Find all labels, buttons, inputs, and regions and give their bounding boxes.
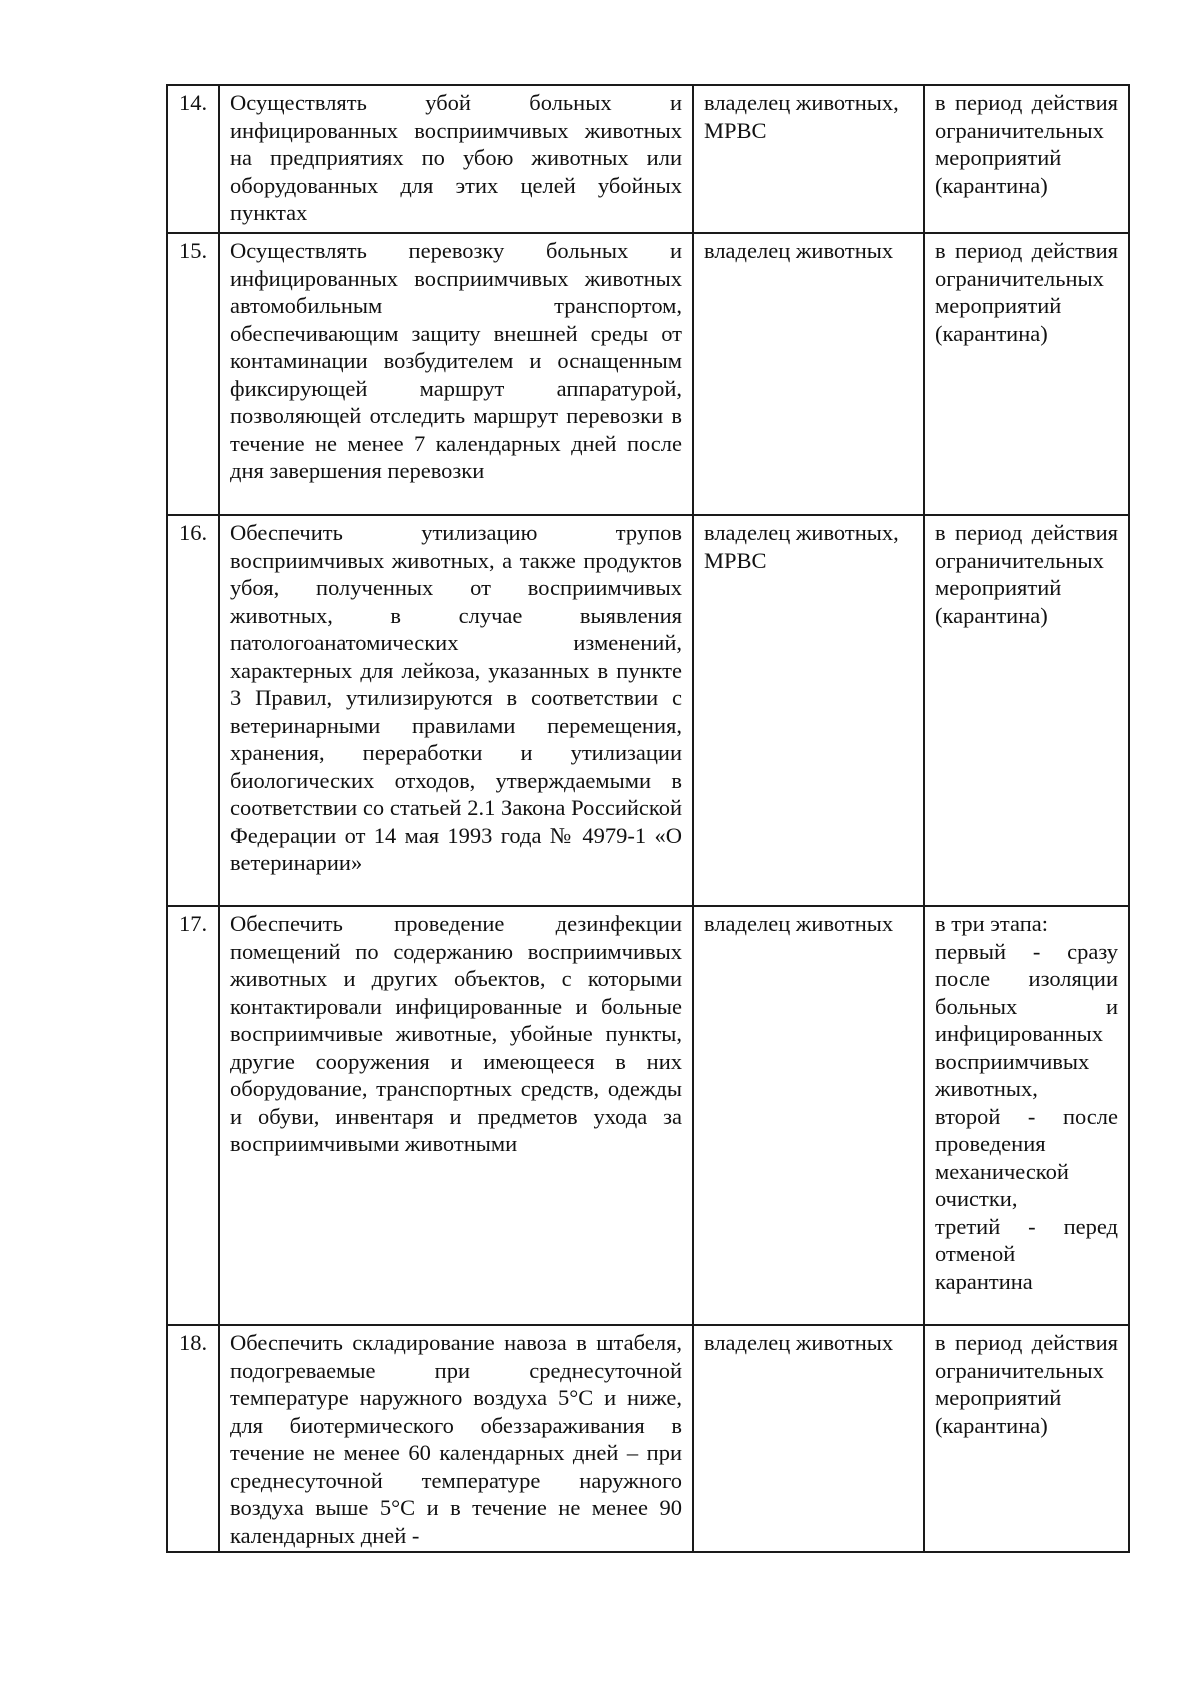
responsible-party: владелец животных, МРВС (693, 515, 924, 906)
table-row (167, 85, 1129, 233)
execution-term: в три этапа: первый - сразу после изоляции больных и инфицированных восприимчивых животных, второй - после проведения механической очистки, третий - перед отменой карантина (935, 911, 1118, 1294)
action-text: Обеспечить утилизацию трупов восприимчивых животных, а также продуктов убоя, полученных от восприимчивых животных, в случае выявления патологоанатомических изменений, характерных для лейкоза, указанных в пункте 3 Правил, утилизируются в соответствии с ветеринарными правилами перемещения, хранения, переработки и утилизации биологических отходов, утверждаемыми в соответствии со статьей 2.1 Закона Российской Федерации от 14 мая 1993 года № 4979-1 «О ветеринарии» (219, 515, 693, 906)
row-number: 14. (167, 85, 219, 233)
execution-term: в период действия ограничительных мероприятий (карантина) (924, 233, 1129, 515)
execution-term: в период действия ограничительных мероприятий (карантина) (924, 85, 1129, 233)
table-row (167, 906, 1129, 1325)
responsible-party: владелец животных (693, 1325, 924, 1552)
action-text: Обеспечить складирование навоза в штабеля, подогреваемые при среднесуточной температуре наружного воздуха 5°С и ниже, для биотермического обеззараживания в течение не менее 60 календарных дней – при среднесуточной температуре наружного воздуха выше 5°С и в течение не менее 90 календарных дней - (219, 1325, 693, 1552)
row-number: 16. (167, 515, 219, 906)
action-text: Осуществлять перевозку больных и инфицированных восприимчивых животных автомобильным транспортом, обеспечивающим защиту внешней среды от контаминации возбудителем и оснащенным фиксирующей маршрут аппаратурой, позволяющей отследить маршрут перевозки в течение не менее 7 календарных дней после дня завершения перевозки (219, 233, 693, 515)
table-row (167, 1325, 1129, 1552)
execution-term: в период действия ограничительных мероприятий (карантина) (924, 515, 1129, 906)
measures-table (166, 84, 1130, 1553)
responsible-party: владелец животных (693, 233, 924, 515)
table-row (167, 515, 1129, 906)
table-row (167, 233, 1129, 515)
row-number: 17. (167, 906, 219, 1325)
responsible-party: владелец животных (693, 906, 924, 1325)
action-text: Обеспечить проведение дезинфекции помещений по содержанию восприимчивых животных и других объектов, с которыми контактировали инфицированные и больные восприимчивые животные, убойные пункты, другие сооружения и имеющееся в них оборудование, транспортных средств, одежды и обуви, инвентаря и предметов ухода за восприимчивыми животными (219, 906, 693, 1325)
action-text: Осуществлять убой больных и инфицированных восприимчивых животных на предприятиях по убою животных или оборудованных для этих целей убойных пунктах (219, 85, 693, 233)
execution-term: в период действия ограничительных мероприятий (карантина) (924, 1325, 1129, 1552)
responsible-party: владелец животных, МРВС (693, 85, 924, 233)
row-number: 15. (167, 233, 219, 515)
row-number: 18. (167, 1325, 219, 1552)
